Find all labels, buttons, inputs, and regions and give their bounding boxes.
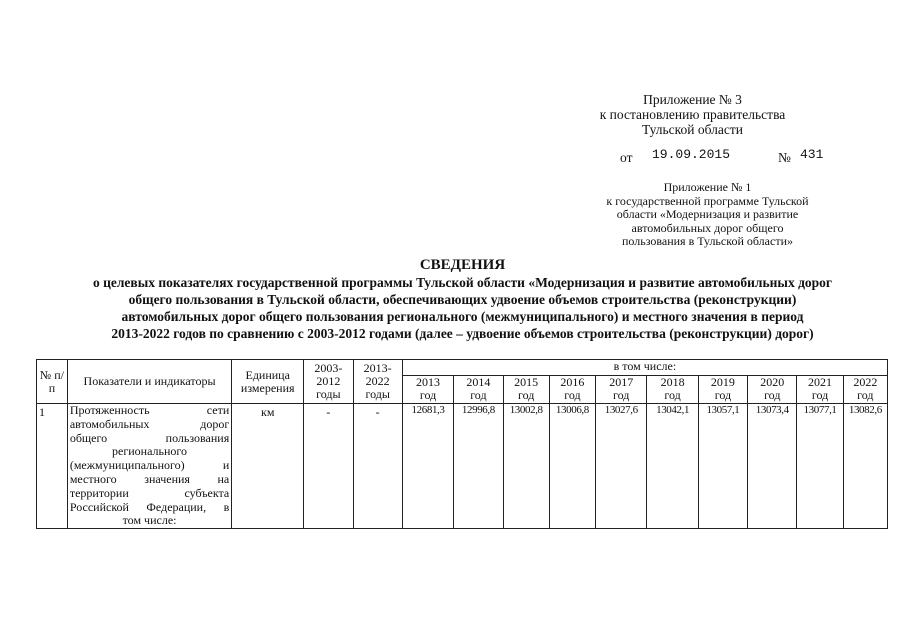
- year-cell: 2017 год: [596, 376, 647, 404]
- appendix3-line2: к постановлению правительства: [599, 107, 786, 122]
- header-indicator: Показатели и индикаторы: [67, 360, 231, 404]
- value-cell: 13002,8: [503, 404, 549, 529]
- value-cell: 13057,1: [698, 404, 747, 529]
- row-num: 1: [37, 404, 68, 529]
- decree-from-label: от: [620, 150, 633, 165]
- appendix1-line: Приложение № 1: [663, 180, 752, 194]
- appendix1-line: пользования в Тульской области»: [621, 234, 793, 248]
- indicators-table: [36, 359, 888, 529]
- value-cell: 13073,4: [748, 404, 797, 529]
- decree-number-label: №: [778, 150, 791, 165]
- year-cell: 2022 год: [843, 376, 887, 404]
- row-unit: км: [232, 404, 304, 529]
- value-cell: 12681,3: [402, 404, 453, 529]
- year-cell: 2018 год: [647, 376, 698, 404]
- appendix3-line3: Тульской области: [642, 122, 743, 137]
- appendix3-line1: Приложение № 3: [643, 92, 742, 107]
- year-cell: 2014 год: [454, 376, 503, 404]
- appendix1-line: области «Модернизация и развитие: [616, 207, 799, 221]
- appendix3-block: [575, 92, 810, 137]
- value-cell: 13042,1: [647, 404, 698, 529]
- document-subtitle: [20, 274, 905, 342]
- value-cell: 13082,6: [843, 404, 887, 529]
- row-period1: -: [304, 404, 353, 529]
- value-cell: 13077,1: [797, 404, 843, 529]
- subtitle-line: общего пользования в Тульской области, обеспечивающих удвоение объемов строительства (реконструкции): [128, 292, 797, 307]
- appendix1-line: автомобильных дорог общего: [631, 220, 784, 235]
- year-cell: 2016 год: [549, 376, 595, 404]
- header-period1: 2003-2012 годы: [304, 360, 353, 404]
- table-row: [37, 404, 888, 529]
- row-indicator: Протяженность сети автомобильных дорог общего пользования регионального (межмуниципального) и местного значения на территории субъекта Российской Федерации, в том числе:: [67, 404, 231, 529]
- year-cell: 2013 год: [402, 376, 453, 404]
- subtitle-line: о целевых показателях государственной программы Тульской области «Модернизация и развитие автомобильных дорог: [92, 275, 833, 290]
- header-unit: Единица измерения: [232, 360, 304, 404]
- header-period2: 2013-2022 годы: [353, 360, 402, 404]
- row-period2: -: [353, 404, 402, 529]
- appendix1-block: [590, 181, 825, 249]
- year-cell: 2021 год: [797, 376, 843, 404]
- subtitle-line: автомобильных дорог общего пользования регионального (межмуниципального) и местного значения в период: [121, 309, 804, 324]
- year-cell: 2019 год: [698, 376, 747, 404]
- decree-date: 19.09.2015: [652, 147, 731, 162]
- table-header-row: [37, 360, 888, 376]
- year-cell: 2020 год: [748, 376, 797, 404]
- appendix1-line: к государственной программе Тульской: [606, 193, 809, 208]
- document-heading: СВЕДЕНИЯ: [419, 257, 506, 273]
- header-including: в том числе:: [402, 360, 887, 376]
- value-cell: 13006,8: [549, 404, 595, 529]
- value-cell: 13027,6: [596, 404, 647, 529]
- value-cell: 12996,8: [454, 404, 503, 529]
- decree-number: 431: [800, 147, 824, 162]
- header-num: № п/п: [37, 360, 68, 404]
- subtitle-line: 2013-2022 годов по сравнению с 2003-2012 годами (далее – удвоение объемов строительства (реконструкции) дорог): [111, 326, 814, 341]
- year-cell: 2015 год: [503, 376, 549, 404]
